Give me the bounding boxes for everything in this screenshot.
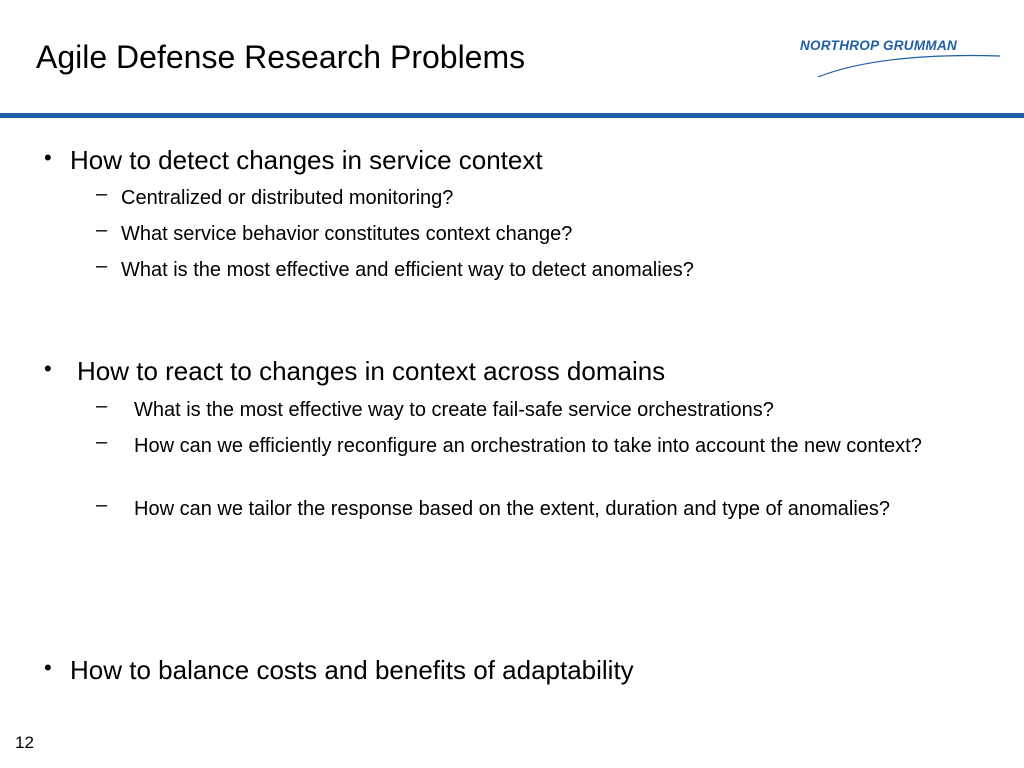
bullet-text: How to react to changes in context across domains bbox=[77, 356, 666, 386]
sub-bullet-item bbox=[96, 183, 961, 212]
slide-title: Agile Defense Research Problems bbox=[36, 39, 526, 75]
bullet-text: How to detect changes in service context bbox=[70, 145, 543, 175]
dash-icon: – bbox=[96, 431, 108, 453]
sub-bullet-text: How can we tailor the response based on the extent, duration and type of anomalies? bbox=[134, 498, 891, 520]
bullet-dot-icon: • bbox=[44, 655, 52, 680]
sub-bullet-text: What is the most effective way to create fail-safe service orchestrations? bbox=[134, 399, 774, 421]
bullet-dot-icon: • bbox=[44, 356, 52, 381]
dash-icon: – bbox=[96, 255, 108, 277]
sub-bullet-text: What is the most effective and efficient way to detect anomalies? bbox=[121, 259, 694, 281]
sub-bullet-item bbox=[96, 431, 954, 460]
dash-icon: – bbox=[96, 494, 108, 516]
bullet-dot-icon: • bbox=[44, 145, 52, 170]
sub-bullet-item bbox=[96, 395, 954, 424]
sub-bullet-text: How can we efficiently reconfigure an orchestration to take into account the new context? bbox=[134, 435, 922, 457]
sub-bullet-item bbox=[96, 494, 894, 523]
sub-bullet-text: Centralized or distributed monitoring? bbox=[121, 187, 454, 209]
bullet-item bbox=[44, 356, 666, 386]
bullet-item bbox=[44, 655, 634, 685]
sub-bullet-text: What service behavior constitutes context change? bbox=[121, 223, 573, 245]
bullet-item bbox=[44, 145, 543, 175]
logo-wordmark: NORTHROP GRUMMAN bbox=[800, 38, 958, 53]
page-number: 12 bbox=[15, 733, 34, 752]
dash-icon: – bbox=[96, 395, 108, 417]
dash-icon: – bbox=[96, 183, 108, 205]
sub-bullet-item bbox=[96, 219, 961, 248]
bullet-text: How to balance costs and benefits of adaptability bbox=[70, 655, 634, 685]
sub-bullet-item bbox=[96, 255, 981, 284]
dash-icon: – bbox=[96, 219, 108, 241]
